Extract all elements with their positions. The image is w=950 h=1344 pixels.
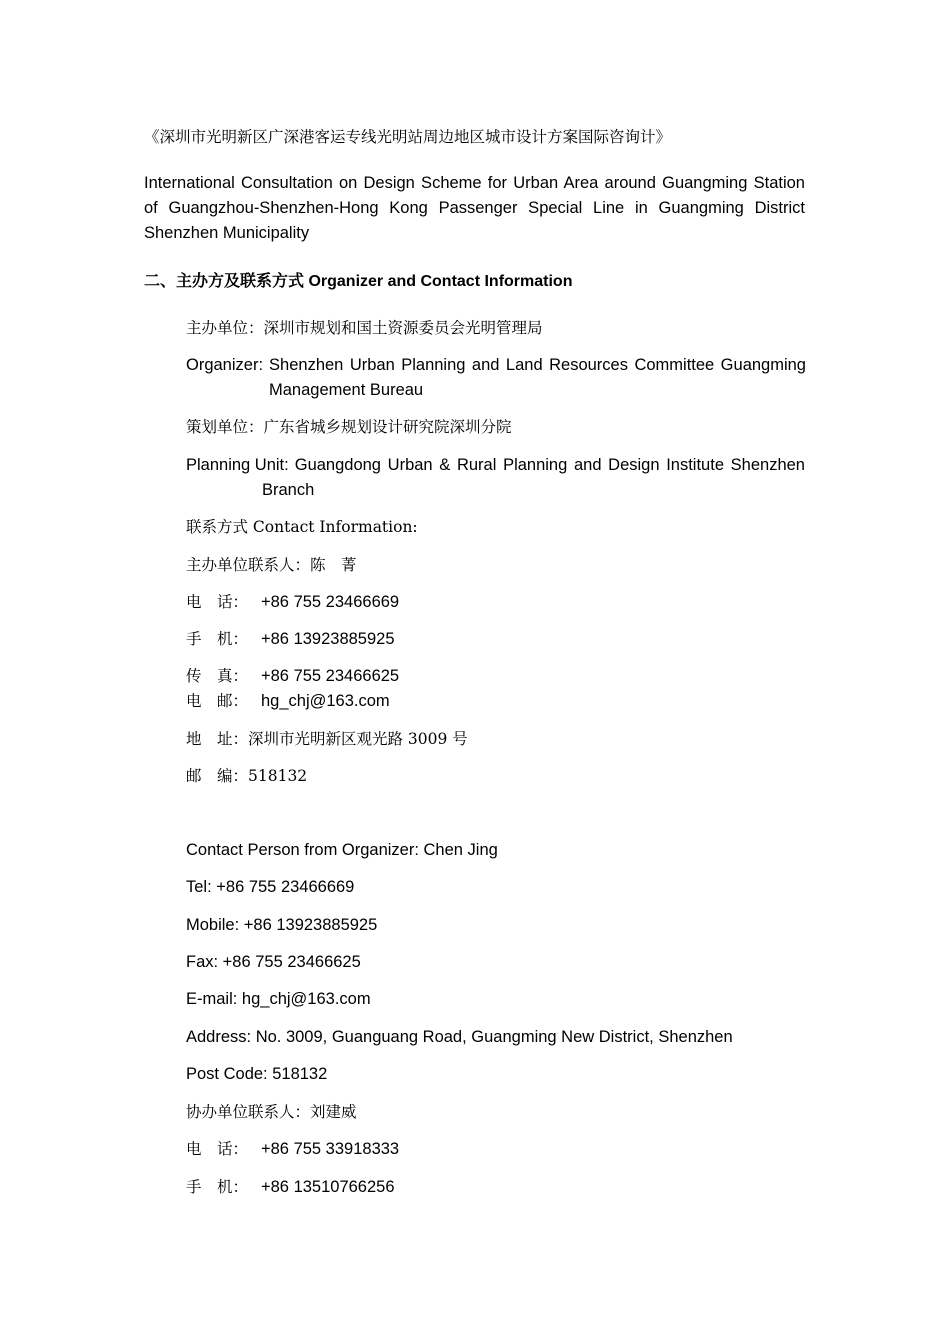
planning-unit-en-line1: Guangdong Urban & Rural Planning and Design Institute Shenzhen: [294, 456, 805, 474]
planning-unit-en: [186, 453, 805, 503]
organizer-en-label: Organizer:: [186, 356, 264, 374]
organizer-en: [186, 353, 806, 403]
en-fax: Fax: +86 755 23466625: [186, 953, 361, 971]
cn-mobile-value: +86 13923885925: [261, 630, 395, 648]
planning-unit-cn: 策划单位：广东省城乡规划设计研究院深圳分院: [186, 418, 512, 436]
document-title-cn: 《深圳市光明新区广深港客运专线光明站周边地区城市设计方案国际咨询计》: [144, 128, 672, 146]
en-tel: Tel: +86 755 23466669: [186, 878, 355, 896]
cn-fax-row: [186, 664, 399, 689]
organizer-cn: 主办单位：深圳市规划和国土资源委员会光明管理局: [186, 319, 543, 337]
cn-postcode: 邮 编：518132: [186, 767, 308, 785]
co-tel-label: 电 话：: [186, 1140, 249, 1158]
cn-tel-label: 电 话：: [186, 593, 249, 611]
co-mobile-row: [186, 1175, 395, 1200]
section-heading: 二、主办方及联系方式 Organizer and Contact Information: [144, 273, 573, 290]
cn-fax-label: 传 真：: [186, 667, 249, 685]
planning-unit-en-line2: Branch: [262, 481, 315, 499]
cn-tel-row: [186, 590, 399, 615]
organizer-en-line1: Shenzhen Urban Planning and Land Resources Committee Guangming: [269, 356, 806, 374]
en-email: E-mail: hg_chj@163.com: [186, 990, 371, 1008]
planning-unit-en-label: Planning Unit:: [186, 456, 289, 474]
co-contact-person: 协办单位联系人：刘建威: [186, 1103, 357, 1121]
co-mobile-label: 手 机：: [186, 1178, 249, 1196]
document-title-en: International Consultation on Design Scheme for Urban Area around Guangming Station of Guangzhou-Shenzhen-Hong Kong Passenger Special Line in Guangming District Shenzhen Municipality: [144, 174, 805, 242]
cn-fax-value: +86 755 23466625: [261, 667, 400, 685]
cn-mobile-row: [186, 627, 395, 652]
co-mobile-value: +86 13510766256: [261, 1178, 395, 1196]
cn-contact-person: 主办单位联系人：陈 菁: [186, 556, 357, 574]
contact-heading: 联系方式 Contact Information:: [186, 518, 418, 536]
cn-address: 地 址：深圳市光明新区观光路 3009 号: [186, 730, 468, 748]
cn-mobile-label: 手 机：: [186, 630, 249, 648]
cn-email-value: hg_chj@163.com: [261, 692, 390, 710]
en-contact-person: Contact Person from Organizer: Chen Jing: [186, 841, 498, 859]
co-tel-value: +86 755 33918333: [261, 1140, 400, 1158]
co-tel-row: [186, 1137, 399, 1162]
cn-email-row: [186, 689, 390, 714]
cn-tel-value: +86 755 23466669: [261, 593, 400, 611]
en-address: Address: No. 3009, Guanguang Road, Guangming New District, Shenzhen: [186, 1028, 733, 1046]
en-mobile: Mobile: +86 13923885925: [186, 916, 378, 934]
cn-email-label: 电 邮：: [186, 692, 249, 710]
organizer-en-line2: Management Bureau: [269, 381, 424, 399]
en-postcode: Post Code: 518132: [186, 1065, 328, 1083]
